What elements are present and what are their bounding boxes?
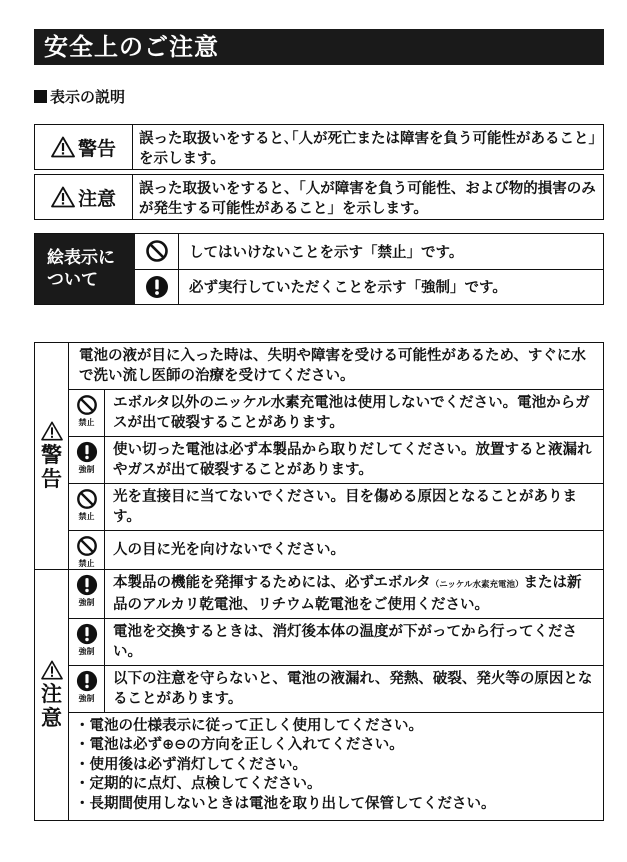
mandatory-icon	[76, 670, 98, 692]
warning-item-text: 人の目に光を向けないでください。	[113, 542, 345, 558]
bullet-item: ・ 長期間使用しないときは電池を取り出して保管してください。	[75, 795, 496, 814]
mandatory-icon	[145, 275, 169, 299]
legend-caution-tag	[35, 175, 133, 219]
caution-side-label	[35, 570, 69, 820]
caution-group	[35, 569, 603, 820]
warning-triangle-icon	[41, 660, 63, 680]
warning-side-char-1: 警	[41, 443, 62, 467]
symbol-mandatory-text: 必ず実行していただくことを示す「強制」です。	[189, 280, 507, 297]
legend-caution-label: 注意	[77, 187, 116, 210]
list-item	[69, 712, 603, 820]
warning-triangle-icon	[41, 421, 63, 441]
caution-item-text: 以下の注意を守らないと、電池の液漏れ、発熱、破裂、発火等の原因となることがあります。	[113, 671, 593, 707]
symbol-legend-label	[35, 234, 135, 304]
legend-warning-tag	[35, 125, 133, 169]
mandatory-icon	[76, 623, 98, 645]
prohibit-icon	[76, 394, 98, 416]
warning-triangle-icon	[51, 186, 75, 208]
page-title: 安全上のご注意	[34, 29, 604, 65]
caution-bullet-list	[69, 713, 504, 820]
list-item	[69, 530, 603, 569]
legend-caution-text: 誤った取扱いをすると、「人が障害を負う可能性、および物的損害のみが発生する可能性があること」を示します。	[139, 181, 596, 217]
caution-side-char-1: 注	[41, 682, 62, 707]
mandatory-icon	[76, 574, 98, 596]
list-item	[69, 665, 603, 712]
symbol-prohibit-text: してはいけないことを示す「禁止」です。	[189, 244, 464, 261]
section-heading	[34, 86, 125, 107]
warning-side-char-2: 告	[41, 467, 62, 491]
legend-warning-label: 警告	[77, 137, 116, 160]
list-item	[69, 483, 603, 530]
bullet-item: ・ 電池の仕様表示に従って正しく使用してください。	[75, 717, 496, 736]
warning-item-text: 光を直接目に当てないでください。目を傷める原因となることがあります。	[113, 489, 577, 525]
mandatory-caption: 強制	[78, 647, 95, 656]
prohibit-caption: 禁止	[78, 512, 95, 521]
warning-item-text: エボルタ以外のニッケル水素充電池は使用しないでください。電池からガスが出て破裂することがあります。	[113, 395, 590, 431]
mandatory-caption: 強制	[78, 694, 95, 703]
symbol-legend-label-line2: ついて	[47, 270, 98, 290]
caution-item1-main: 本製品の機能を発揮するためには、必ずエボルタ	[113, 575, 431, 591]
caution-item1-small: （ニッケル水素充電池）	[430, 580, 524, 590]
symbol-row-prohibit	[135, 234, 603, 269]
mandatory-caption: 強制	[78, 598, 95, 607]
list-item	[69, 389, 603, 436]
bullet-item: ・ 使用後は必ず消灯してください。	[75, 756, 496, 775]
square-bullet-icon	[34, 90, 47, 103]
caution-item-text	[105, 570, 603, 618]
mandatory-icon	[76, 441, 98, 463]
warning-side-label	[35, 343, 69, 569]
prohibit-icon	[145, 239, 169, 263]
prohibit-icon	[76, 535, 98, 557]
warning-item-text: 使い切った電池は必ず本製品から取りだしてください。放置すると液漏れやガスが出て破裂することがあります。	[113, 442, 592, 478]
warning-intro-text: 電池の液が目に入った時は、失明や障害を受ける可能性があるため、すぐに水で洗い流し医師の治療を受けてください。	[79, 348, 586, 384]
bullet-item: ・ 定期的に点灯、点検してください。	[75, 775, 496, 794]
caution-side-char-2: 意	[41, 706, 62, 731]
prohibit-caption: 禁止	[78, 559, 95, 568]
list-item	[69, 436, 603, 483]
caution-item1-rest: または新品のアルカリ乾電池、リチウム乾電池をご使用ください。	[113, 575, 582, 613]
legend-caution	[34, 174, 604, 220]
list-item	[69, 618, 603, 665]
warning-triangle-icon	[51, 136, 75, 158]
bullet-item: ・ 電池は必ず⊕⊖の方向を正しく入れてください。	[75, 736, 496, 755]
mandatory-caption: 強制	[78, 465, 95, 474]
legend-warning-text: 誤った取扱いをすると､｢人が死亡または障害を負う可能性があること｣を示します。	[139, 131, 596, 167]
precautions-table	[34, 342, 604, 821]
list-item	[69, 570, 603, 618]
list-item	[69, 343, 603, 389]
legend-warning	[34, 124, 604, 170]
prohibit-icon	[76, 488, 98, 510]
caution-item-text: 電池を交換するときは、消灯後本体の温度が下がってから行ってください。	[113, 624, 577, 660]
symbol-legend-label-line1: 絵表示に	[47, 248, 115, 268]
section-heading-text: 表示の説明	[50, 88, 126, 106]
warning-group	[35, 343, 603, 569]
symbol-row-mandatory	[135, 269, 603, 305]
symbol-legend	[34, 233, 604, 305]
prohibit-caption: 禁止	[78, 418, 95, 427]
